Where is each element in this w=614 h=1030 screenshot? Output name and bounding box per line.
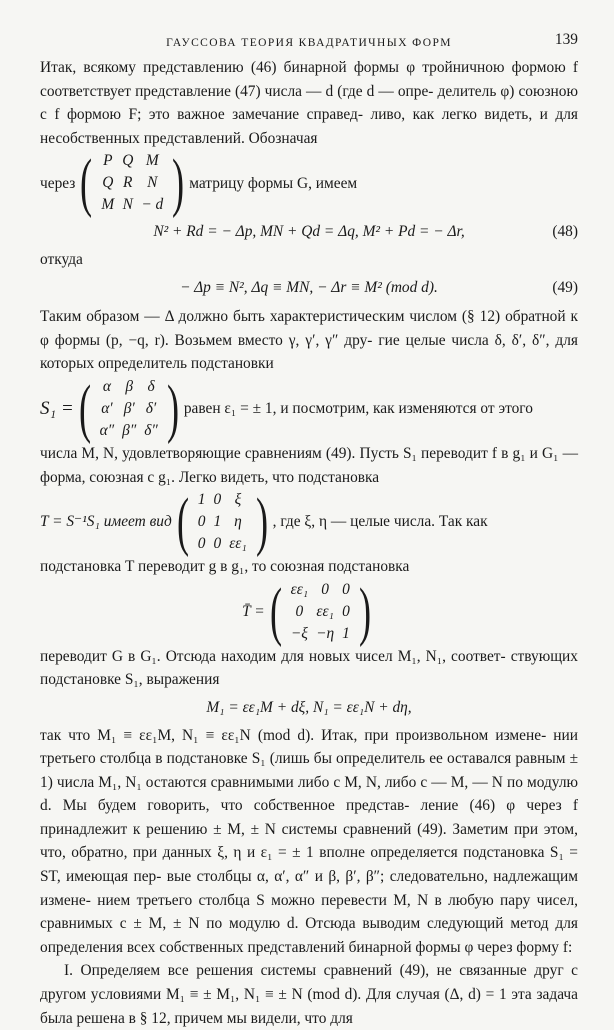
text-line: обратной к φ формы (p, −q, r). Возьмем вместо γ, γ′, γ″ дру-	[40, 308, 578, 349]
matrix-cell: 1	[197, 491, 206, 509]
text-fragment: через	[40, 174, 76, 192]
matrix-cell: εε₁	[316, 602, 334, 620]
equation-49	[40, 276, 578, 300]
matrix-cell: 0	[342, 580, 350, 598]
text-fragment: матрицу формы G, имеем	[189, 174, 358, 192]
matrix-cell: δ	[147, 377, 155, 395]
matrix-table	[97, 150, 167, 216]
text-line: ствующих подстановке S₁, выражения	[40, 647, 578, 689]
matrix-cell: δ′	[145, 399, 157, 417]
text-line: формою f соответствует представление (47) числа — d (где d — опре-	[40, 59, 578, 100]
paragraph-4	[40, 959, 578, 1030]
left-paren: (	[176, 485, 189, 559]
text-line: для определения всех собственных представлений бинарной формы φ	[40, 915, 578, 956]
page-number: 139	[554, 31, 578, 48]
math-label: T = S⁻¹S₁ имеет вид	[40, 513, 172, 531]
text-line: (Δ, d) = 1 эта задача была решена в § 12, причем мы видели, что для	[40, 986, 578, 1027]
text-line: так что M₁ ≡ εε₁M, N₁ ≡ εε₁N (mod d). Итак, при произвольном измене-	[40, 726, 547, 744]
matrix-G-line	[40, 146, 578, 220]
matrix-cell: 0	[197, 513, 206, 531]
equation-body: M₁ = εε₁M + dξ, N₁ = εε₁N + dη,	[206, 698, 412, 716]
text-line: через форму f:	[477, 938, 573, 956]
paragraph-3	[40, 724, 578, 960]
right-paren: )	[358, 574, 371, 648]
matrix-cell: δ″	[144, 421, 158, 439]
matrix-cell: β	[125, 377, 134, 395]
text-line: нии третьего столбца в подстановке S₁ (лишь бы определитель ее оставался	[40, 726, 578, 768]
matrix-cell: 1	[342, 624, 350, 642]
matrix-cell: β″	[122, 421, 137, 439]
text-line: подстановка T переводит g в g₁, то союзная подстановка	[40, 558, 410, 576]
equation-number: (48)	[552, 223, 578, 241]
matrix-cell: β′	[123, 399, 135, 417]
text-line: ливо, как легко видеть, и для несобственных представлений. Обозначая	[40, 106, 578, 147]
matrix-cell: Q	[122, 152, 134, 170]
text-fragment: равен ε₁ = ± 1, и посмотрим, как изменяются от этого	[183, 400, 533, 418]
matrix-cell: εε₁	[290, 580, 309, 598]
text-line: друг с другом условиями M₁ ≡ ± M₁, N₁ ≡ ± N (mod d). Для случая	[40, 962, 578, 1004]
matrix-cell: − d	[141, 196, 164, 214]
equation-body: − Δp ≡ N², Δq ≡ MN, − Δr ≡ M² (mod d).	[180, 278, 438, 296]
text-line: сравнений (49). Заметим при этом, что, обратно, при данных ξ, η	[40, 820, 578, 862]
matrix-cell: η	[234, 513, 242, 531]
text-line: переводит G в G₁. Отсюда находим для новых чисел M₁, N₁, соответ-	[40, 647, 506, 665]
right-paren: )	[166, 371, 179, 445]
matrix-table	[287, 579, 354, 645]
matrix-cell: −η	[316, 624, 335, 642]
text-line: I. Определяем все решения системы сравнений (49), не связанные	[64, 962, 527, 980]
right-paren: )	[172, 146, 185, 220]
matrix-cell: M	[101, 196, 115, 214]
book-page	[40, 26, 578, 1030]
matrix-cell: N	[122, 196, 133, 214]
matrix-cell: P	[103, 152, 113, 170]
left-paren: (	[78, 371, 91, 445]
equation-body: N² + Rd = − Δp, MN + Qd = Δq, M² + Pd = − Δr,	[153, 223, 465, 241]
matrix-cell: Q	[102, 174, 114, 192]
left-paren: (	[269, 574, 282, 648]
math-label: T̄ =	[242, 602, 265, 620]
left-paren: (	[80, 146, 93, 220]
text-line: сравнимых с ± M, ± N по модулю d. Отсюда выводим следующий метод	[40, 915, 549, 933]
paragraph-2	[40, 305, 578, 376]
page-header	[40, 26, 578, 56]
matrix-cell: 0	[295, 602, 304, 620]
text-line: ление (46) φ через f принадлежит к решению ± M, ± N системы	[40, 797, 578, 838]
text-line: равным ± 1) числа M₁, N₁ остаются сравнимыми либо с M, N, либо	[40, 750, 579, 791]
matrix-table	[96, 376, 162, 442]
matrix-cell: α′	[101, 399, 113, 417]
matrix-cell: α	[102, 377, 111, 395]
text-line: откуда	[40, 250, 83, 268]
matrix-cell: ξ	[234, 491, 242, 509]
paragraph-2-end	[40, 645, 578, 692]
matrix-S1	[74, 371, 184, 445]
text-line: числа M, N, удовлетворяющие сравнениям (49). Пусть S₁ переводит f	[40, 444, 498, 462]
text-line: гие целые числа δ, δ′, δ″, для которых определитель подстановки	[40, 331, 579, 373]
text-line: делитель φ) союзною с f формою F; это важное замечание справед-	[40, 82, 578, 124]
matrix-cell: 0	[197, 535, 206, 553]
matrix-cell: α″	[99, 421, 115, 439]
matrix-S1-line	[40, 371, 578, 445]
equation-48	[40, 220, 578, 244]
matrix-Tbar	[265, 574, 376, 648]
text-line: Итак, всякому представлению (46) бинарной формы φ тройничною	[40, 59, 505, 76]
matrix-cell: 0	[213, 535, 222, 553]
text-line: в g₁ и G₁ — форма, союзная с g₁. Легко видеть, что подстановка	[40, 444, 578, 486]
matrix-cell: 0	[342, 602, 350, 620]
matrix-cell: 1	[213, 513, 222, 531]
matrix-cell: M	[145, 152, 159, 170]
text-line: Таким образом — Δ должно быть характеристическим числом (§ 12)	[40, 308, 501, 326]
running-title: ГАУССОВА ТЕОРИЯ КВАДРАТИЧНЫХ ФОРМ	[166, 37, 452, 49]
matrix-cell: −ξ	[290, 624, 308, 642]
equation-M1-N1	[40, 696, 578, 720]
matrix-cell: 0	[213, 491, 222, 509]
text-line: нием третьего столбца S можно перевести M, N в любую пару чисел,	[97, 891, 578, 909]
equation-number: (49)	[552, 278, 578, 296]
matrix-T-line	[40, 485, 578, 559]
matrix-cell: εε₁	[229, 535, 247, 553]
text-line: и ε₁ = ± 1 вполне определяется подстановка S₁ = ST, имеющая пер-	[40, 844, 578, 886]
matrix-T	[172, 485, 273, 559]
matrix-cell: R	[123, 174, 133, 192]
text-line: вые столбцы α, α′, α″ и β, β′, β″; следовательно, надлежащим измене-	[40, 868, 578, 909]
math-label: S₁ =	[40, 398, 74, 420]
text-fragment: , где ξ, η — целые числа. Так как	[272, 513, 488, 531]
paragraph-1	[40, 56, 578, 150]
paragraph-2-cont	[40, 442, 578, 489]
matrix-cell: N	[147, 174, 158, 192]
matrix-Tbar-line	[40, 574, 578, 648]
text-line: с — M, — N по модулю d. Мы будем говорить, что собственное представ-	[40, 773, 578, 815]
matrix-cell: 0	[321, 580, 329, 598]
matrix-G	[75, 146, 189, 220]
matrix-table	[194, 489, 251, 555]
right-paren: )	[255, 485, 268, 559]
